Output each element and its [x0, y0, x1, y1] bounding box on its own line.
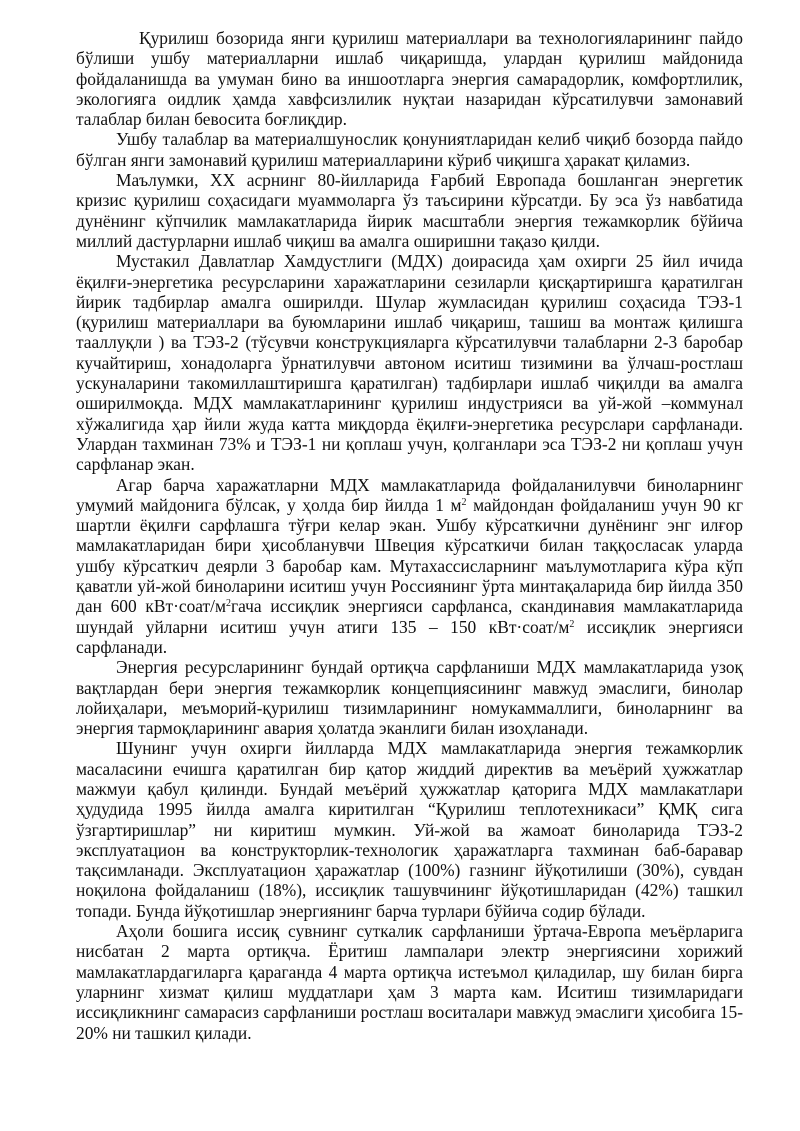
paragraph-regulations: Шунинг учун охирги йилларда МДХ мамлакатларида энергия тежамкорлик масаласини ечишга қаратилган бир қатор жиддий директив ва меъёрий ҳужжатлар мажмуи қабул қилинди. Бундай меъёрий ҳужжатлар қаторига МДХ мамлакатлари ҳудудида 1995 йилда амалга киритилган “Қурилиш теплотехникаси” ҚМҚ сига ўзгартиришлар” ни киритиш мумкин. Уй-жой ва жамоат биноларида ТЭЗ-2 эксплуатацион ва конструкторлик-технологик ҳаражатларга тахминан баб-баравар тақсимланади. Эксплуатацион ҳаражатлар (100%) газнинг йўқотилиши (30%), сувдан ноқилона фойдаланиш (18%), иссиқлик ташувчининг йўқотишларидан (42%) ташкил топади. Бунда йўқотишлар энергиянинг барча турлари бўйича содир бўлади.	[76, 738, 743, 921]
paragraph-cis-measures: Мустакил Давлатлар Хамдустлиги (МДХ) доирасида ҳам охирги 25 йил ичида ёқилғи-энергетика ресурсларини харажатларини сезиларли қисқартиришга қаратилган йирик тадбирлар амалга оширилди. Шулар жумласидан қурилиш соҳасида ТЭЗ-1 (қурилиш материаллари ва буюмларини ишлаб чиқариш, ташиш ва монтаж қилишга тааллуқли ) ва ТЭЗ-2 (тўсувчи конструкцияларга кўрсатилувчи талабларни 2-3 баробар кучайтириш, хонадоларга ўрнатилувчи автоном иситиш тизимини ва ўлчаш-ростлаш ускуналарини такомиллаштиришга қаратилган) тадбирлари ишлаб чиқилди ва амалга оширилмоқда. МДХ мамлакатларининг қурилиш индустрияси ва уй-жой –коммунал хўжалигида ҳар йили жуда катта миқдорда ёқилғи-энергетика ресурслари сарфланади. Улардан тахминан 73% и ТЭЗ-1 ни қоплаш учун, қолганлари эса ТЭЗ-2 ни қоплаш учун сарфланар экан.	[76, 251, 743, 475]
text-span: гача иссиқлик энергияси сарфланса, скандинавия мамлакатларида шундай уйларни иситиш учун атиги 135 – 150 кВт·соат/м	[76, 596, 743, 637]
document-page	[76, 28, 743, 1043]
paragraph-intro: Қурилиш бозорида янги қурилиш материаллари ва технологияларининг пайдо бўлиши ушбу материалларни ишлаб чиқаришда, улардан қурилиш майдонида фойдаланишда ва умуман бино ва иншоотларга энергия самарадорлик, комфортлилик, экологияга оидлик ҳамда хавфсизлилик нуқтаи назаридан кўрсатилувчи замонавий талаблар билан бевосита боғлиқдир.	[76, 28, 743, 130]
text-span: майдондан фойдаланиш учун 90 кг шартли ёқилғи сарфлашга тўғри келар экан. Ушбу кўрсаткични дунёнинг энг илғор мамлакатларидан бири ҳисобланувчи Швеция кўрсаткичи билан таққосласак уларда ушбу кўрсаткич деярли 3 баробар кам. Мутахассисларнинг маълумотларига кўра кўп қаватли уй-жой биноларини иситиш учун Россиянинг ўрта минтақаларида бир йилда 350 дан 600 кВт·соат/м	[76, 494, 743, 617]
paragraph-energy-crisis: Маълумки, XX асрнинг 80-йилларида Ғарбий Европада бошланган энергетик кризис қурилиш соҳасидаги муаммоларга ўз таъсирини кўрсатди. Бу эса ўз навбатида дунёнинг кўпчилик мамлакатларида йирик масштабли энергия тежамкорлик бўйича миллий дастурларни ишлаб чиқиш ва амалга оширишни тақазо қилди.	[76, 170, 743, 251]
paragraph-consumption-comparison	[76, 475, 743, 658]
text-span: Агар барча харажатларни МДХ мамлакатларида фойдаланилувчи биноларнинг умумий майдонига бўлсак, у ҳолда бир йилда 1 м	[76, 474, 743, 515]
text-span: иссиқлик энергияси сарфланади.	[76, 616, 744, 657]
paragraph-overconsumption: Энергия ресурсларининг бундай ортиқча сарфланиши МДХ мамлакатларида узоқ вақтлардан бери энергия тежамкорлик концепциясининг мавжуд эмаслиги, бинолар лойиҳалари, меъморий-қурилиш тизимларининг номукаммаллиги, биноларнинг ва энергия тармоқларининг авария ҳолатда эканлиги билан изоҳланади.	[76, 657, 743, 739]
superscript: 2	[226, 598, 231, 610]
superscript: 2	[461, 496, 467, 508]
superscript: 2	[569, 618, 575, 630]
paragraph-requirements: Ушбу талаблар ва материалшунослик қонуниятларидан келиб чиқиб бозорда пайдо бўлган янги замонавий қурилиш материалларини кўриб чиқишга ҳаракат қиламиз.	[76, 129, 743, 170]
paragraph-hot-water: Аҳоли бошига иссиқ сувнинг суткалик сарфланиши ўртача-Европа меъёрларига нисбатан 2 марта ортиқча. Ёритиш лампалари электр энергиясини хорижий мамлакатлардагиларга қараганда 4 марта ортиқча истеъмол қиладилар, шу билан бирга уларнинг хизмат қилиш муддатлари ҳам 3 марта кам. Иситиш тизимларидаги иссиқликнинг самарасиз сарфланиши ростлаш воситалари мавжуд эмаслиги ҳисобига 15-20% ни ташкил қилади.	[76, 921, 743, 1043]
